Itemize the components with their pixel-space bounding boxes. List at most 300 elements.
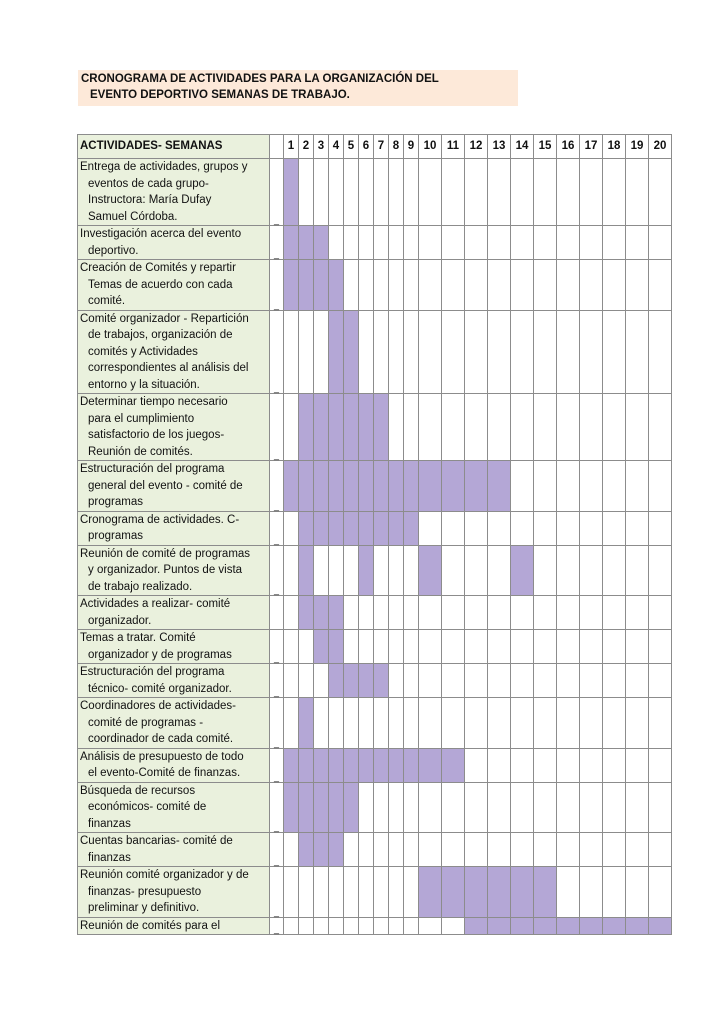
week-cell (603, 630, 626, 664)
activity-row (78, 917, 672, 935)
week-cell (488, 394, 511, 461)
week-cell (557, 159, 580, 226)
week-cell (359, 260, 374, 311)
activity-label-line: el evento-Comité de finanzas. (88, 767, 241, 779)
activity-label-line: Samuel Córdoba. (88, 210, 178, 223)
week-cell (374, 698, 389, 749)
week-cell (359, 159, 374, 226)
activity-label-line: de trabajo realizado. (88, 580, 193, 593)
week-cell (442, 596, 465, 630)
week-cell-scheduled (344, 394, 359, 461)
activity-mark: _ (270, 782, 284, 833)
week-header-15: 15 (534, 135, 557, 159)
title-line-1: CRONOGRAMA DE ACTIVIDADES PARA LA ORGANIZACIÓN DEL (81, 73, 439, 85)
week-cell-scheduled (329, 748, 344, 782)
week-cell (442, 310, 465, 394)
week-cell-scheduled (442, 748, 465, 782)
activity-label-line: Investigación acerca del evento (80, 228, 242, 240)
week-cell (488, 260, 511, 311)
activity-label-line: comité de programas - (88, 716, 204, 729)
week-cell (299, 159, 314, 226)
week-cell (649, 394, 672, 461)
week-cell (534, 511, 557, 545)
activity-mark: _ (270, 511, 284, 545)
week-header-2: 2 (299, 135, 314, 159)
week-header-8: 8 (389, 135, 404, 159)
week-header-10: 10 (419, 135, 442, 159)
week-cell (389, 833, 404, 867)
week-cell (557, 511, 580, 545)
activity-label-line: programas (88, 496, 143, 508)
activity-label-line: de trabajos, organización de (88, 329, 233, 341)
week-header-3: 3 (314, 135, 329, 159)
week-cell (580, 833, 603, 867)
activity-label (78, 394, 270, 461)
week-cell (442, 664, 465, 698)
activity-row (78, 664, 672, 698)
week-cell (557, 545, 580, 596)
week-header-5: 5 (344, 135, 359, 159)
week-cell-scheduled (359, 511, 374, 545)
activity-mark (270, 596, 284, 630)
week-cell (603, 833, 626, 867)
week-cell-scheduled (580, 917, 603, 935)
week-header-4: 4 (329, 135, 344, 159)
title-line-2: EVENTO DEPORTIVO SEMANAS DE TRABAJO. (90, 89, 350, 101)
week-cell-scheduled (374, 461, 389, 512)
activity-row (78, 698, 672, 749)
week-cell (419, 394, 442, 461)
week-cell (442, 260, 465, 311)
activity-label (78, 748, 270, 782)
activity-row (78, 630, 672, 664)
week-cell (374, 867, 389, 918)
week-cell-scheduled (299, 596, 314, 630)
week-cell-scheduled (314, 596, 329, 630)
week-cell-scheduled (329, 630, 344, 664)
week-header-19: 19 (626, 135, 649, 159)
activity-label-line: Búsqueda de recursos (80, 784, 196, 797)
week-cell (511, 260, 534, 311)
week-cell-scheduled (419, 461, 442, 512)
week-cell (284, 833, 299, 867)
activity-row (78, 394, 672, 461)
week-cell (580, 545, 603, 596)
week-cell-scheduled (488, 917, 511, 935)
week-cell-scheduled (284, 461, 299, 512)
week-cell (374, 833, 389, 867)
activity-label-line: Reunión de comité de programas (80, 547, 251, 560)
week-cell (389, 782, 404, 833)
week-cell (419, 917, 442, 935)
activity-row (78, 782, 672, 833)
activity-label-line: y organizador. Puntos de vista (88, 564, 243, 576)
week-cell (626, 596, 649, 630)
week-cell (314, 310, 329, 394)
week-cell (419, 159, 442, 226)
week-cell (404, 630, 419, 664)
week-cell (603, 782, 626, 833)
week-cell (511, 511, 534, 545)
week-cell (580, 596, 603, 630)
activity-row (78, 596, 672, 630)
activity-mark: _ (270, 867, 284, 918)
week-cell-scheduled (299, 782, 314, 833)
activity-mark: _ (270, 310, 284, 394)
week-cell (511, 159, 534, 226)
activity-row (78, 310, 672, 394)
week-cell (626, 545, 649, 596)
activity-label (78, 664, 270, 698)
week-cell (511, 833, 534, 867)
activity-label-line: Reunión de comités para el (80, 919, 220, 932)
week-cell (626, 159, 649, 226)
week-cell (389, 867, 404, 918)
activity-label-line: entorno y la situación. (88, 378, 200, 391)
gantt-table (77, 134, 672, 935)
week-cell-scheduled (314, 226, 329, 260)
week-cell (534, 748, 557, 782)
week-cell (442, 630, 465, 664)
week-cell-scheduled (404, 748, 419, 782)
week-cell (557, 748, 580, 782)
week-header-18: 18 (603, 135, 626, 159)
week-cell (557, 226, 580, 260)
week-cell (649, 630, 672, 664)
activity-label-line: Determinar tiempo necesario (80, 396, 228, 408)
week-cell (603, 748, 626, 782)
header-row (78, 135, 672, 159)
week-cell (580, 630, 603, 664)
week-cell (580, 226, 603, 260)
week-cell (389, 545, 404, 596)
week-cell (511, 664, 534, 698)
week-cell-scheduled (344, 664, 359, 698)
week-cell (580, 394, 603, 461)
week-cell (359, 867, 374, 918)
activity-label (78, 226, 270, 260)
week-cell (344, 159, 359, 226)
activity-label-line: organizador. (88, 614, 152, 627)
activity-mark: _ (270, 159, 284, 226)
week-cell-scheduled (649, 917, 672, 935)
week-cell (511, 782, 534, 833)
activity-row (78, 159, 672, 226)
week-cell (534, 394, 557, 461)
activity-label-line: comité. (88, 295, 126, 307)
week-cell-scheduled (419, 867, 442, 918)
week-cell (626, 226, 649, 260)
week-cell (511, 394, 534, 461)
week-cell (580, 867, 603, 918)
week-cell (603, 664, 626, 698)
activity-label-line: deportivo. (88, 244, 139, 257)
activity-label (78, 698, 270, 749)
week-cell (344, 596, 359, 630)
week-cell (419, 226, 442, 260)
week-cell (442, 545, 465, 596)
week-cell (344, 545, 359, 596)
activity-label-line: correspondientes al análisis del (88, 362, 249, 374)
week-cell (649, 260, 672, 311)
activity-row (78, 511, 672, 545)
week-cell-scheduled (534, 867, 557, 918)
activity-label-line: Coordinadores de actividades- (80, 700, 236, 712)
week-cell (511, 596, 534, 630)
week-cell (488, 833, 511, 867)
activity-label-line: Análisis de presupuesto de todo (80, 750, 244, 763)
week-cell-scheduled (284, 748, 299, 782)
week-cell (626, 310, 649, 394)
activity-mark: _ (270, 748, 284, 782)
week-cell (603, 159, 626, 226)
week-cell (534, 596, 557, 630)
week-cell (419, 596, 442, 630)
week-cell (442, 698, 465, 749)
week-cell-scheduled (389, 461, 404, 512)
header-mark-cell (270, 135, 284, 159)
week-cell (389, 310, 404, 394)
week-cell (534, 782, 557, 833)
week-cell (389, 664, 404, 698)
week-cell (649, 698, 672, 749)
week-cell (374, 159, 389, 226)
week-cell (488, 630, 511, 664)
week-cell-scheduled (329, 260, 344, 311)
week-cell (389, 630, 404, 664)
week-cell (465, 630, 488, 664)
activity-mark: _ (270, 461, 284, 512)
week-cell (329, 698, 344, 749)
week-cell (299, 310, 314, 394)
week-cell (329, 159, 344, 226)
week-cell (557, 698, 580, 749)
week-cell (465, 782, 488, 833)
week-cell (603, 310, 626, 394)
activity-label-line: finanzas (88, 851, 131, 864)
week-cell (488, 226, 511, 260)
week-cell (511, 698, 534, 749)
week-cell-scheduled (511, 867, 534, 918)
week-cell (603, 545, 626, 596)
week-cell-scheduled (404, 461, 419, 512)
week-cell-scheduled (344, 461, 359, 512)
activity-row (78, 226, 672, 260)
week-cell (374, 226, 389, 260)
week-cell (284, 394, 299, 461)
activity-label (78, 310, 270, 394)
week-cell (534, 664, 557, 698)
week-cell (557, 310, 580, 394)
week-header-11: 11 (442, 135, 465, 159)
activity-label (78, 260, 270, 311)
week-cell (344, 630, 359, 664)
week-cell (344, 226, 359, 260)
week-cell-scheduled (299, 226, 314, 260)
activity-label-line: Reunión de comités. (88, 445, 193, 458)
week-cell-scheduled (465, 917, 488, 935)
week-cell (580, 782, 603, 833)
week-cell (344, 833, 359, 867)
week-cell (580, 461, 603, 512)
week-cell (488, 664, 511, 698)
week-cell (374, 917, 389, 935)
activity-label-line: para el cumplimiento (88, 412, 195, 425)
week-cell (649, 748, 672, 782)
week-cell (557, 630, 580, 664)
activity-label-line: Reunión comité organizador y de (80, 869, 249, 881)
week-cell (465, 394, 488, 461)
week-cell (626, 461, 649, 512)
week-cell-scheduled (314, 394, 329, 461)
week-cell (284, 630, 299, 664)
activity-label-line: general del evento - comité de (88, 479, 243, 492)
week-cell (603, 394, 626, 461)
week-cell-scheduled (359, 394, 374, 461)
week-cell (419, 664, 442, 698)
week-cell (511, 226, 534, 260)
week-cell-scheduled (359, 461, 374, 512)
activity-label (78, 833, 270, 867)
week-cell-scheduled (299, 461, 314, 512)
week-cell (314, 698, 329, 749)
week-cell-scheduled (314, 833, 329, 867)
week-cell (649, 511, 672, 545)
week-cell (442, 226, 465, 260)
week-cell (389, 260, 404, 311)
week-cell (488, 596, 511, 630)
week-cell (580, 664, 603, 698)
activity-label-line: Temas a tratar. Comité (80, 632, 196, 644)
activity-label (78, 867, 270, 918)
activity-label-line: Creación de Comités y repartir (80, 262, 236, 274)
week-cell-scheduled (344, 748, 359, 782)
week-header-1: 1 (284, 135, 299, 159)
week-cell (344, 260, 359, 311)
week-header-9: 9 (404, 135, 419, 159)
week-cell-scheduled (329, 310, 344, 394)
week-cell-scheduled (359, 545, 374, 596)
week-cell (580, 310, 603, 394)
week-cell-scheduled (389, 511, 404, 545)
week-cell (534, 310, 557, 394)
week-cell-scheduled (442, 867, 465, 918)
week-cell (488, 511, 511, 545)
week-cell (511, 630, 534, 664)
week-cell (580, 511, 603, 545)
activity-label (78, 596, 270, 630)
week-cell (314, 664, 329, 698)
week-cell (649, 867, 672, 918)
week-cell (465, 698, 488, 749)
week-cell (465, 833, 488, 867)
activity-label-line: Estructuración del programa (80, 463, 225, 475)
activity-label-line: Instructora: María Dufay (88, 194, 212, 206)
activity-label-line: Estructuración del programa (80, 666, 225, 678)
week-cell-scheduled (374, 664, 389, 698)
week-cell (465, 511, 488, 545)
week-cell-scheduled (314, 782, 329, 833)
week-cell-scheduled (284, 260, 299, 311)
activity-mark: _ (270, 917, 284, 935)
week-cell (534, 461, 557, 512)
week-cell (488, 545, 511, 596)
week-cell (442, 394, 465, 461)
week-cell-scheduled (626, 917, 649, 935)
activity-label-line: Actividades a realizar- comité (80, 598, 231, 610)
week-cell (389, 596, 404, 630)
week-cell (359, 917, 374, 935)
activity-row (78, 545, 672, 596)
gantt-body (78, 135, 672, 935)
week-cell (534, 630, 557, 664)
week-cell (404, 394, 419, 461)
week-cell (284, 596, 299, 630)
week-cell (488, 782, 511, 833)
week-cell (329, 917, 344, 935)
week-cell (299, 867, 314, 918)
week-cell-scheduled (419, 748, 442, 782)
week-cell (465, 748, 488, 782)
week-cell (557, 833, 580, 867)
activity-mark: _ (270, 394, 284, 461)
week-cell (488, 159, 511, 226)
week-cell (626, 630, 649, 664)
week-cell (442, 511, 465, 545)
week-cell-scheduled (299, 511, 314, 545)
week-cell (284, 310, 299, 394)
activity-label-line: Comité organizador - Repartición (80, 312, 249, 325)
week-cell (374, 545, 389, 596)
week-cell (419, 698, 442, 749)
week-cell (465, 159, 488, 226)
week-cell (557, 596, 580, 630)
activity-label-line: Cronograma de actividades. C- (80, 513, 240, 526)
week-cell (374, 310, 389, 394)
week-cell-scheduled (329, 664, 344, 698)
week-cell (359, 596, 374, 630)
week-cell (389, 698, 404, 749)
activity-label (78, 461, 270, 512)
week-cell (557, 461, 580, 512)
activity-label-line: Temas de acuerdo con cada (88, 278, 233, 291)
week-cell (344, 867, 359, 918)
week-cell-scheduled (374, 511, 389, 545)
week-cell (389, 226, 404, 260)
week-cell-scheduled (374, 394, 389, 461)
week-cell (359, 630, 374, 664)
week-cell (557, 782, 580, 833)
activity-label (78, 630, 270, 664)
week-cell-scheduled (329, 833, 344, 867)
activity-label-line: organizador y de programas (88, 648, 232, 661)
week-cell-scheduled (359, 748, 374, 782)
week-cell-scheduled (299, 698, 314, 749)
week-cell (284, 867, 299, 918)
week-cell (511, 461, 534, 512)
week-cell (649, 545, 672, 596)
activity-label (78, 917, 270, 935)
week-cell (344, 917, 359, 935)
activity-label-line: Entrega de actividades, grupos y (80, 161, 248, 173)
week-cell (359, 833, 374, 867)
activity-mark: _ (270, 833, 284, 867)
week-cell-scheduled (314, 630, 329, 664)
week-cell (404, 310, 419, 394)
week-cell-scheduled (389, 748, 404, 782)
week-cell (284, 511, 299, 545)
week-cell (359, 226, 374, 260)
